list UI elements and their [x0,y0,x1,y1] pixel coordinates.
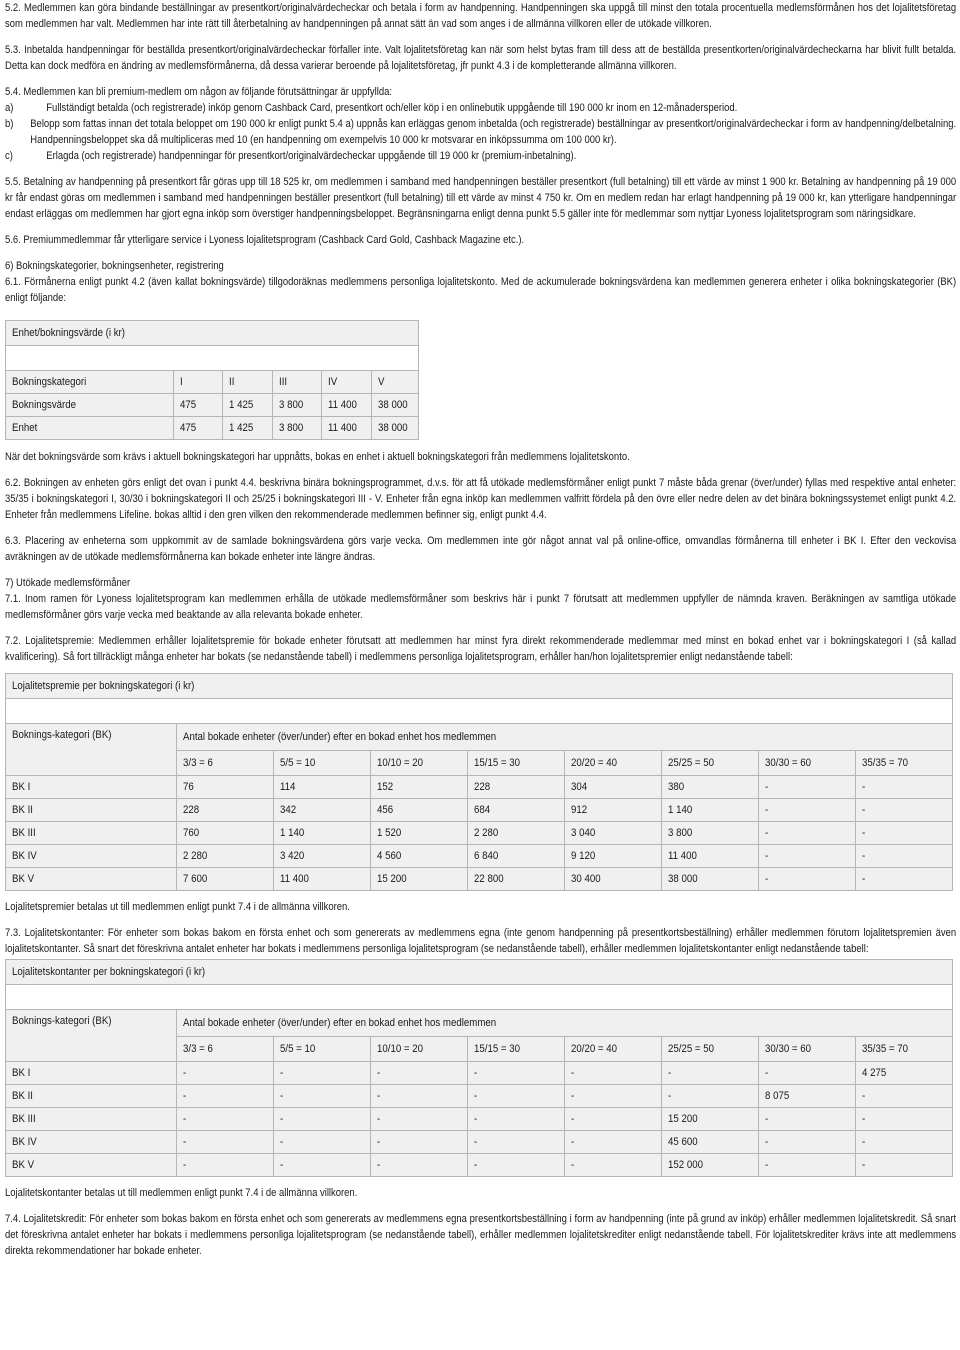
table-cell: - [280,1113,284,1125]
table-cell: - [571,1159,575,1171]
paragraph-5-4: 5.4. Medlemmen kan bli premium-medlem om någon av följande förutsättningar är uppfyllda: [5,86,393,98]
table-cell: IV [328,376,338,388]
column-header: 3/3 = 6 [183,1043,213,1056]
column-header: 25/25 = 50 [668,757,715,770]
table-title-cell [6,960,953,985]
table-row [6,1062,953,1085]
table-cell: Bokningsvärde [12,399,77,411]
table-cell: - [377,1090,381,1102]
table-title-cell [6,321,419,346]
table-cell: 3 800 [278,422,304,434]
table-cell: 1 140 [280,827,305,839]
table-cell: - [280,1159,284,1171]
table-cell: 304 [571,781,588,793]
table-cell: - [474,1136,478,1148]
table-cell: 342 [280,804,297,816]
table-cell: - [377,1136,381,1148]
table-cell: 152 000 [668,1159,703,1171]
paragraph-7-2: 7.2. Lojalitetspremie: Medlemmen erhåller lojalitetspremie för bokade enheter förutsatt att medlemmen har minst fyra direkt rekommenderade medlemmar med minst en bokad enhet var i bokningskategori I (så kallad kvalificering). Så fort tillräckligt många enheter har bokats (se nedanstående tabell) i medlemmens personliga lojalitetsprogram, erhåller han/hon lojalitetspremier enligt nedanstående tabell: [5,635,957,663]
column-header: 35/35 = 70 [862,1043,909,1056]
table-cell: BK II [12,1090,33,1102]
paragraph-5-2: 5.2. Medlemmen kan göra bindande beställningar av presentkort/originalvärdecheckar och betala i form av handpenning. Handpenningen ska uppgå till minst den totala procentuella medlemsförmånen hos det lojalitetsföretag som medlemmen har valt. Medlemmen har inte rätt till återbetalning av handpenningen på annat sätt än vad som anges i de allmänna villkoren eller de utökade villkoren. [5,2,957,30]
column-header: 35/35 = 70 [862,757,909,770]
table-cell: I [180,376,183,388]
table-cell: 1 425 [229,399,254,411]
table-spacer-cell [6,346,419,371]
column-header: 30/30 = 60 [765,757,812,770]
table-header-label: Boknings-kategori (BK) [12,729,112,741]
table-title-cell [6,674,953,699]
table-cell: - [183,1090,187,1102]
table-cell: 7 600 [183,873,208,885]
table-cell: - [571,1067,575,1079]
paragraph-after-table-1: När det bokningsvärde som krävs i aktuell bokningskategori har uppnåtts, bokas en enhet i aktuell bokningskategori från medlemmens lojalitetskonto. [5,451,630,463]
list-text-a: Fullständigt betalda (och registrerade) inköp genom Cashback Card, presentkort och/eller köp i en onlinebutik uppgående till 190 000 kr inom en 12-månadersperiod. [46,102,738,114]
list-label-a: a) [5,102,14,114]
table-cell: Enhet [12,422,38,434]
loyalty-bonus-table [5,673,953,891]
table-cell: 3 800 [668,827,693,839]
table-cell: - [765,1159,769,1171]
table-cell: - [377,1067,381,1079]
table-cell: 1 140 [668,804,693,816]
column-header: 20/20 = 40 [571,757,618,770]
table-cell: 38 000 [668,873,698,885]
table-cell: - [668,1067,672,1079]
table-cell: BK I [12,1067,31,1079]
table-row [6,868,953,891]
table-cell: - [571,1113,575,1125]
column-header: 15/15 = 30 [474,757,521,770]
table-cell: 684 [474,804,491,816]
paragraph-7-4: 7.4. Lojalitetskredit: För enheter som bokas bakom en första enhet och som genererats av medlemmens egna presentkortsbeställning i form av handpenning (inte på grund av inköp) erhåller medlemmen lojalitetskredit. Så snart det föreskrivna antalet enheter har bokats i medlemmens personliga lojalitetsprogram (se nedanstående tabell), erhåller medlemmen lojalitetskrediter enligt nedanstående tabell. För lojalitetskrediter krävs inte att medlemmens direkta rekommendationer har bokade enheter. [5,1213,957,1257]
table-cell: 6 840 [474,850,499,862]
table-cell: - [862,804,866,816]
table-cell: - [765,827,769,839]
column-header: 10/10 = 20 [377,757,424,770]
table-title: Lojalitetspremie per bokningskategori (i kr) [12,680,195,692]
table-header-span: Antal bokade enheter (över/under) efter en bokad enhet hos medlemmen [183,1017,497,1030]
table-cell: Bokningskategori [12,376,87,388]
column-header: 25/25 = 50 [668,1043,715,1056]
table-cell: 30 400 [571,873,601,885]
table-cell: - [862,827,866,839]
table-cell: III [278,376,287,388]
table-cell: 11 400 [280,873,309,885]
table-spacer-cell [6,985,953,1010]
table-cell: BK IV [12,1136,37,1148]
table-row [6,371,419,394]
paragraph-5-5: 5.5. Betalning av handpenning på presentkort får göras upp till 18 525 kr, om medlemmen i samband med handpenningen beställer presentkort (full betalning) till ett värde av minst 1 900 kr. Betalning av handpenning på 19 000 kr får endast göras om medlemmen i samband med handpenningen beställer presentkort (full betalning) till ett värde av minst 4 750 kr. Om en medlem redan har erlagt handpenning på 19 000 kr, kan ytterligare handpenningar endast erläggas om medlemmen har gjort egna inköp som överstiger handpenningsbeloppet. Begränsningarna enligt denna punkt 5.5 gäller inte för medlemmar som nyttjar Lyoness lojalitetsprogram som näringsidkare. [5,176,957,220]
table-cell: 1 425 [229,422,254,434]
table-cell: BK III [12,827,36,839]
table-row [6,799,953,822]
paragraph-after-table-3: Lojalitetskontanter betalas ut till medlemmen enligt punkt 7.4 i de allmänna villkoren. [5,1187,358,1199]
paragraph-5-4-a [5,100,956,116]
column-header: 5/5 = 10 [280,757,316,770]
table-header-label: Boknings-kategori (BK) [12,1015,112,1027]
table-cell: - [474,1159,478,1171]
table-cell: V [378,376,385,388]
table-cell: - [474,1113,478,1125]
table-row [6,1154,953,1177]
table-cell: - [765,781,769,793]
table-cell: 38 000 [378,399,408,411]
paragraph-6-3: 6.3. Placering av enheterna som uppkommit av de samlade bokningsvärdena görs varje vecka. Om medlemmen inte gör något annat val på online-office, omvandlas förmånerna till enheter i BK I. Efter den veckovisa avräkningen av de utökade medlemsförmånerna kan bokade enheter inte längre ändras. [5,535,957,563]
paragraph-7-3: 7.3. Lojalitetskontanter: För enheter som bokas bakom en första enhet och som genererats av medlemmens egna (inte genom handpenning på presentkortsbeställning) erhåller medlemmen förutom lojalitetspremien även lojalitetskontanter. Så snart det föreskrivna antalet enheter har bokats i medlemmens personliga lojalitetsprogram (se nedanstående tabell), erhåller medlemmen lojalitetskontanter enligt nedanstående tabell: [5,927,957,955]
table-cell: 228 [474,781,491,793]
table-cell: 11 400 [668,850,697,862]
table-cell: 15 200 [377,873,407,885]
table-cell: - [280,1090,284,1102]
table-title: Lojalitetskontanter per bokningskategori (i kr) [12,966,206,978]
table-cell: 2 280 [474,827,499,839]
table-cell: - [571,1136,575,1148]
table-cell: 2 280 [183,850,208,862]
table-title: Enhet/bokningsvärde (i kr) [12,327,125,339]
paragraph-6-1: 6.1. Förmånerna enligt punkt 4.2 (även kallat bokningsvärde) tillgodoräknas medlemmens personliga lojalitetskonto. Med de ackumulerade bokningsvärdena kan medlemmen generera enheter i olika bokningskategorier (BK) enligt följande: [5,276,957,304]
table-cell: - [862,1159,866,1171]
table-cell: 114 [280,781,296,793]
table-row [6,417,419,440]
list-text-b: Belopp som fattas innan det totala beloppet om 190 000 kr enligt punkt 5.4 a) uppnås kan erläggas genom inbetalda (och registrerade) beställningar av presentkort/originalvärdecheckar i form av handpenning/delbetalning. Handpenningsbeloppet ska då multipliceras med 10 (en handpenning om exempelvis 10 000 kr motsvarar en inköpssumma om 100 000 kr). [30,118,957,146]
column-header: 10/10 = 20 [377,1043,424,1056]
table-cell: 38 000 [378,422,408,434]
paragraph-after-table-2: Lojalitetspremier betalas ut till medlemmen enligt punkt 7.4 i de allmänna villkoren. [5,901,350,913]
table-cell: - [571,1090,575,1102]
table-cell: 475 [180,399,197,411]
table-cell: - [765,850,769,862]
paragraph-5-3: 5.3. Inbetalda handpenningar för beställda presentkort/originalvärdecheckar förfaller inte. Valt lojalitetsföretag kan när som helst bytas fram till dess att de beställda presentkorten/originalvärdecheckarna har blivit fullt betalda. Detta kan dock medföra en ändring av medlemsförmånerna, då dessa varierar beroende på lojalitetsföretag, jfr punkt 4.3 i de kompletterande allmänna villkoren. [5,44,957,72]
table-row [6,822,953,845]
table-cell: - [377,1159,381,1171]
table-cell: - [765,1067,769,1079]
table-cell: - [280,1136,284,1148]
table-cell: - [862,850,866,862]
table-cell: - [377,1113,381,1125]
table-cell: - [862,873,866,885]
table-row [6,1131,953,1154]
table-cell: 11 400 [328,422,358,434]
table-cell: 3 420 [280,850,305,862]
table-cell: 8 075 [765,1090,790,1102]
table-row [6,394,419,417]
column-header: 30/30 = 60 [765,1043,812,1056]
table-header-span: Antal bokade enheter (över/under) efter en bokad enhet hos medlemmen [183,731,497,744]
column-header: 3/3 = 6 [183,757,213,770]
table-cell: 456 [377,804,394,816]
table-cell: BK IV [12,850,37,862]
table-cell: 4 560 [377,850,402,862]
table-row [6,1108,953,1131]
list-label-c: c) [5,150,13,162]
table-cell: 475 [180,422,197,434]
table-cell: BK III [12,1113,36,1125]
table-cell: 11 400 [328,399,358,411]
table-cell: - [668,1090,672,1102]
section-heading-6: 6) Bokningskategorier, bokningsenheter, registrering [5,260,224,272]
table-cell: 9 120 [571,850,596,862]
table-cell: - [280,1067,284,1079]
table-cell: - [474,1067,478,1079]
table-cell: 15 200 [668,1113,698,1125]
column-header: 20/20 = 40 [571,1043,618,1056]
column-header: 5/5 = 10 [280,1043,316,1056]
table-cell: - [765,804,769,816]
table-cell: - [183,1136,187,1148]
table-cell: 3 040 [571,827,596,839]
table-cell: II [229,376,235,388]
paragraph-5-6: 5.6. Premiummedlemmar får ytterligare service i Lyoness lojalitetsprogram (Cashback Card Gold, Cashback Magazine etc.). [5,234,525,246]
table-cell: - [183,1113,187,1125]
table-row [6,1085,953,1108]
paragraph-5-4-b [5,116,956,148]
section-heading-7: 7) Utökade medlemsförmåner [5,577,131,589]
table-cell: - [862,781,866,793]
table-cell: BK II [12,804,33,816]
table-cell: 152 [377,781,394,793]
table-header-row [6,1010,953,1037]
table-cell: BK V [12,873,35,885]
table-cell: - [862,1090,866,1102]
table-cell: 22 800 [474,873,504,885]
table-cell: - [765,1136,769,1148]
table-cell: 760 [183,827,200,839]
table-row [6,776,953,799]
table-cell: - [862,1113,866,1125]
table-cell: 45 600 [668,1136,698,1148]
loyalty-cash-table [5,959,953,1177]
booking-value-table [5,320,419,440]
paragraph-6-2: 6.2. Bokningen av enheten görs enligt det ovan i punkt 4.4. beskrivna binära bokningsprogrammet, d.v.s. för att få utökade medlemsförmåner enligt punkt 7 måste båda grenar (över/under) fyllas med respektive antal enheter: 35/35 i bokningskategori I, 30/30 i bokningskategori II och 25/25 i bokningskategori III - V. Enheter från egna inköp kan medlemmen valfritt fördela på den övre eller nedre delen av det binära bokningssystemet enligt punkt 4.2. Enheter från medlemmens Lifeline. bokas alltid i den gren vilken den rekommenderade medlemmen befinner sig, enligt punkt 4.4. [5,477,957,521]
table-cell: - [765,1113,769,1125]
list-label-b: b) [5,118,14,130]
table-row [6,845,953,868]
table-cell: - [183,1159,187,1171]
table-header-row [6,724,953,751]
table-cell: 228 [183,804,200,816]
table-cell: - [474,1090,478,1102]
table-cell: - [183,1067,187,1079]
table-cell: 4 275 [862,1067,887,1079]
table-cell: 3 800 [278,399,304,411]
list-text-c: Erlagda (och registrerade) handpenningar för presentkort/originalvärdecheckar uppgående till 19 000 kr (premium-inbetalning). [46,150,577,162]
table-cell: 380 [668,781,685,793]
table-cell: - [862,1136,866,1148]
table-spacer-cell [6,699,953,724]
table-cell: BK I [12,781,31,793]
table-cell: 76 [183,781,194,793]
column-header: 15/15 = 30 [474,1043,521,1056]
paragraph-5-4-c [5,148,956,164]
table-cell: 1 520 [377,827,402,839]
table-cell: 912 [571,804,588,816]
paragraph-7-1: 7.1. Inom ramen för Lyoness lojalitetsprogram kan medlemmen erhålla de utökade medlemsförmåner som beskrivs här i punkt 7 förutsatt att medlemmen uppfyller de nämnda kraven. Beräkningen av samtliga utökade medlemsförmåner görs varje vecka med beaktande av alla relevanta bokade enheter. [5,593,957,621]
table-cell: BK V [12,1159,35,1171]
table-cell: - [765,873,769,885]
